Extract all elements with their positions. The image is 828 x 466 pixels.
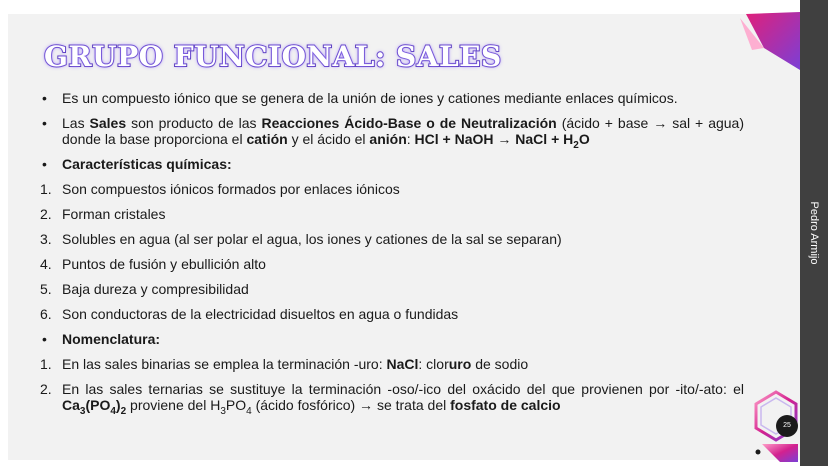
bullet-marker: • bbox=[42, 90, 47, 106]
item-number: 5. bbox=[40, 281, 52, 297]
numbered-item bbox=[40, 306, 744, 322]
corner-decoration-top bbox=[738, 12, 800, 72]
page-number: 25 bbox=[776, 415, 798, 437]
bullet-item bbox=[40, 156, 744, 172]
section-heading-characteristics: Características químicas: bbox=[62, 156, 232, 172]
item-text: Son conductoras de la electricidad disueltos en agua o fundidas bbox=[62, 306, 459, 322]
numbered-item bbox=[40, 381, 744, 417]
numbered-item bbox=[40, 206, 744, 222]
item-number: 6. bbox=[40, 306, 52, 322]
bullet-marker: • bbox=[42, 156, 47, 172]
item-number: 2. bbox=[40, 206, 52, 222]
bullet-text-definition: Es un compuesto iónico que se genera de la unión de iones y cationes mediante enlaces químicos. bbox=[62, 90, 678, 106]
item-number: 1. bbox=[40, 181, 52, 197]
item-text: Baja dureza y compresibilidad bbox=[62, 281, 249, 297]
numbered-item bbox=[40, 231, 744, 247]
bullet-marker: • bbox=[42, 331, 47, 347]
numbered-item bbox=[40, 181, 744, 197]
bullet-item bbox=[40, 90, 744, 106]
section-heading-nomenclature: Nomenclatura: bbox=[62, 331, 161, 347]
item-number: 4. bbox=[40, 256, 52, 272]
item-text: Puntos de fusión y ebullición alto bbox=[62, 256, 266, 272]
numbered-item bbox=[40, 256, 744, 272]
author-name: Pedro Armijo bbox=[808, 201, 820, 265]
item-number: 1. bbox=[40, 356, 52, 372]
item-text: Solubles en agua (al ser polar el agua, los iones y cationes de la sal se separan) bbox=[62, 231, 562, 247]
numbered-item bbox=[40, 356, 744, 372]
bullet-text-reactions: Las Sales son producto de las Reacciones Ácido-Base o de Neutralización (ácido + base → sal + agua) donde la base proporciona el catión y el ácido el anión: HCl + NaOH → NaCl + $H_2O$ bbox=[62, 115, 744, 151]
item-text: Forman cristales bbox=[62, 206, 166, 222]
bullet-item bbox=[40, 115, 744, 151]
item-text-binary-salts: En las sales binarias se emplea la terminación -uro: NaCl: cloruro de sodio bbox=[62, 356, 529, 372]
slide-title: GRUPO FUNCIONAL: SALES bbox=[44, 40, 502, 73]
numbered-item bbox=[40, 281, 744, 297]
item-number: 3. bbox=[40, 231, 52, 247]
bullet-item bbox=[40, 331, 744, 347]
item-text: Son compuestos iónicos formados por enlaces iónicos bbox=[62, 181, 400, 197]
item-text-ternary-salts: En las sales ternarias se sustituye la terminación -oso/-ico del oxácido del que provienen por -ito/-ato: el $Ca_3(PO_4)_2$ proviene del $H_3PO_4$ (ácido fosfórico) → se trata del fosfato de calcio bbox=[62, 381, 744, 417]
item-number: 2. bbox=[40, 381, 52, 397]
bullet-marker: • bbox=[42, 115, 47, 131]
slide-content bbox=[40, 90, 744, 415]
